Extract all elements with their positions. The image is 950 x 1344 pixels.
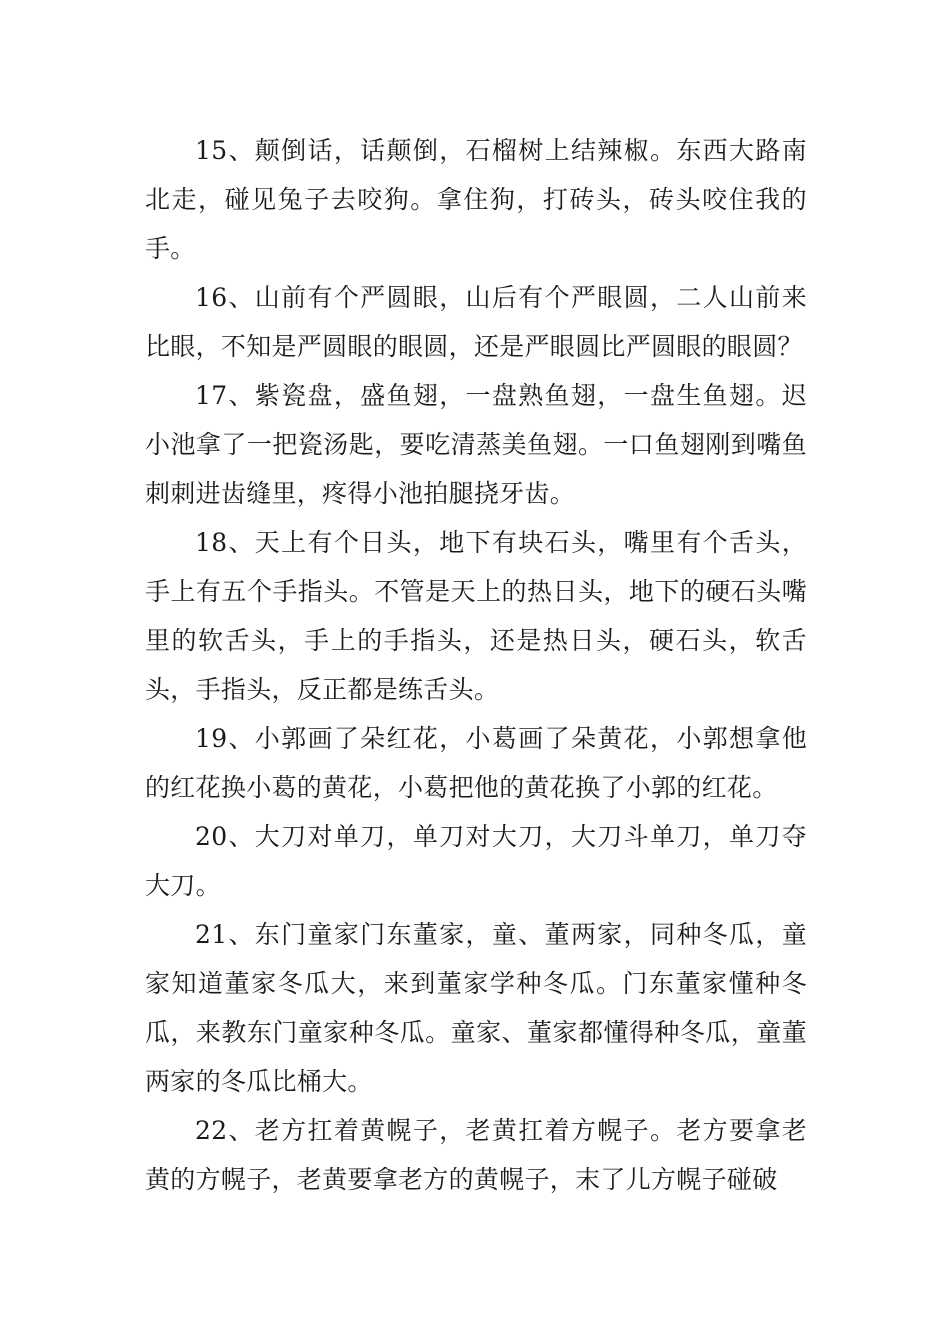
paragraph-22: 22、老方扛着黄幌子，老黄扛着方幌子。老方要拿老黄的方幌子，老黄要拿老方的黄幌子，末了儿方幌子碰破 bbox=[145, 1116, 807, 1194]
paragraph-18: 18、天上有个日头，地下有块石头，嘴里有个舌头，手上有五个手指头。不管是天上的热日头，地下的硬石头嘴里的软舌头，手上的手指头，还是热日头，硬石头，软舌头，手指头，反正都是练舌头。 bbox=[145, 528, 807, 704]
paragraph-21: 21、东门童家门东董家，童、董两家，同种冬瓜，童家知道董家冬瓜大，来到董家学种冬瓜。门东董家懂种冬瓜，来教东门童家种冬瓜。童家、董家都懂得种冬瓜，童董两家的冬瓜比桶大。 bbox=[145, 920, 807, 1096]
document-page bbox=[145, 126, 807, 1204]
paragraph-20: 20、大刀对单刀，单刀对大刀，大刀斗单刀，单刀夺大刀。 bbox=[145, 822, 807, 900]
paragraph-15: 15、颠倒话，话颠倒，石榴树上结辣椒。东西大路南北走，碰见兔子去咬狗。拿住狗，打砖头，砖头咬住我的手。 bbox=[145, 136, 807, 263]
paragraph-16: 16、山前有个严圆眼，山后有个严眼圆，二人山前来比眼，不知是严圆眼的眼圆，还是严眼圆比严圆眼的眼圆？ bbox=[145, 283, 807, 361]
paragraph-19: 19、小郭画了朵红花，小葛画了朵黄花，小郭想拿他的红花换小葛的黄花，小葛把他的黄花换了小郭的红花。 bbox=[145, 724, 807, 802]
paragraph-17: 17、紫瓷盘，盛鱼翅，一盘熟鱼翅，一盘生鱼翅。迟小池拿了一把瓷汤匙，要吃清蒸美鱼翅。一口鱼翅刚到嘴鱼刺刺进齿缝里，疼得小池拍腿挠牙齿。 bbox=[145, 381, 807, 508]
